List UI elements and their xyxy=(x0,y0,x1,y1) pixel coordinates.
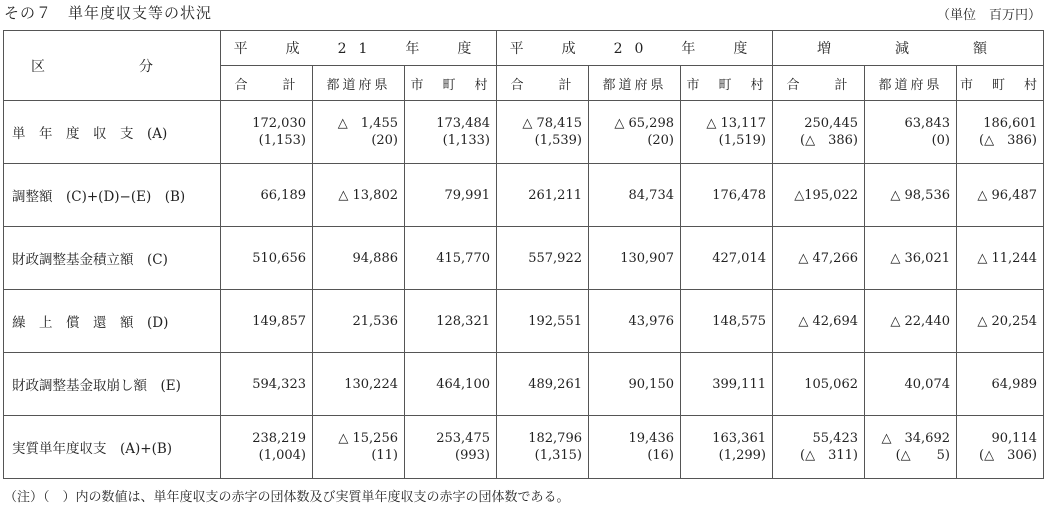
cell-value: 63,843 xyxy=(904,116,950,131)
table-row xyxy=(4,353,1044,416)
value-cell xyxy=(773,290,865,353)
cell-value: 79,991 xyxy=(444,187,490,203)
value-cell xyxy=(313,353,405,416)
sub-prefecture-header: 都道府県 xyxy=(865,66,957,101)
cell-value: 173,484 xyxy=(436,116,490,131)
cell-deficit-count: (993) xyxy=(455,448,490,463)
value-cell xyxy=(681,164,773,227)
cell-value: △ 1,455 xyxy=(337,116,398,131)
cell-deficit-count: (1,133) xyxy=(442,133,490,148)
cell-value: △ 42,694 xyxy=(798,313,858,329)
cell-value: △ 20,254 xyxy=(977,313,1037,329)
cell-deficit-count: (20) xyxy=(371,133,398,148)
cell-value: 90,114 xyxy=(991,431,1037,446)
value-cell xyxy=(221,101,313,164)
value-cell xyxy=(221,164,313,227)
fiscal-balance-table xyxy=(3,30,1044,479)
row-label: 財政調整基金積立額 (C) xyxy=(4,227,221,290)
cell-value: 149,857 xyxy=(252,313,306,329)
value-cell xyxy=(957,164,1044,227)
cell-value: 238,219 xyxy=(252,431,306,446)
cell-value: 172,030 xyxy=(252,116,306,131)
cell-value: 464,100 xyxy=(436,376,490,392)
value-cell xyxy=(497,290,589,353)
value-cell xyxy=(405,227,497,290)
cell-value: 261,211 xyxy=(528,187,582,203)
cell-value: 130,907 xyxy=(620,250,674,266)
value-cell xyxy=(497,227,589,290)
value-cell xyxy=(405,101,497,164)
value-cell xyxy=(681,227,773,290)
sub-total-header: 合 計 xyxy=(773,66,865,101)
value-cell xyxy=(681,290,773,353)
cell-value: 250,445 xyxy=(804,116,858,131)
cell-value: △ 47,266 xyxy=(798,250,858,266)
sub-municipal-header: 市 町 村 xyxy=(681,66,773,101)
cell-deficit-count: (16) xyxy=(647,448,674,463)
value-cell xyxy=(497,164,589,227)
kubun-header: 区 分 xyxy=(4,31,221,101)
cell-value: △ 15,256 xyxy=(338,431,398,446)
cell-value: 21,536 xyxy=(352,313,398,329)
cell-deficit-count: (1,299) xyxy=(718,448,766,463)
value-cell xyxy=(589,164,681,227)
value-cell xyxy=(313,101,405,164)
cell-value: △ 98,536 xyxy=(890,187,950,203)
cell-value: △ 13,802 xyxy=(338,187,398,203)
group-h21-header: 平 成 21 年 度 xyxy=(221,31,497,66)
row-label: 単 年 度 収 支 (A) xyxy=(4,101,221,164)
cell-value: 594,323 xyxy=(252,376,306,392)
cell-value: △ 96,487 xyxy=(977,187,1037,203)
cell-value: 90,150 xyxy=(628,376,674,392)
unit-label: （単位 百万円） xyxy=(936,8,1041,23)
cell-deficit-count: (△ 306) xyxy=(979,448,1037,463)
cell-value: △ 22,440 xyxy=(890,313,950,329)
cell-value: △195,022 xyxy=(794,187,858,203)
sub-total-header: 合 計 xyxy=(221,66,313,101)
sub-municipal-header: 市 町 村 xyxy=(405,66,497,101)
cell-value: 182,796 xyxy=(528,431,582,446)
value-cell xyxy=(681,353,773,416)
cell-value: 510,656 xyxy=(252,250,306,266)
cell-deficit-count: (11) xyxy=(371,448,398,463)
cell-deficit-count: (1,153) xyxy=(258,133,306,148)
cell-value: 186,601 xyxy=(983,116,1037,131)
value-cell xyxy=(865,164,957,227)
value-cell xyxy=(865,416,957,479)
row-label: 調整額 (C)+(D)−(E) (B) xyxy=(4,164,221,227)
cell-value: △ 36,021 xyxy=(890,250,950,266)
value-cell xyxy=(497,416,589,479)
value-cell xyxy=(773,353,865,416)
cell-deficit-count: (0) xyxy=(931,133,950,148)
value-cell xyxy=(497,353,589,416)
cell-value: 105,062 xyxy=(804,376,858,392)
value-cell xyxy=(313,164,405,227)
cell-value: 489,261 xyxy=(528,376,582,392)
value-cell xyxy=(773,164,865,227)
value-cell xyxy=(589,227,681,290)
cell-value: 43,976 xyxy=(628,313,674,329)
value-cell xyxy=(589,290,681,353)
value-cell xyxy=(589,416,681,479)
cell-value: 94,886 xyxy=(352,250,398,266)
value-cell xyxy=(865,353,957,416)
cell-value: 19,436 xyxy=(628,431,674,446)
cell-value: 130,224 xyxy=(344,376,398,392)
cell-value: 163,361 xyxy=(712,431,766,446)
value-cell xyxy=(313,416,405,479)
value-cell xyxy=(681,416,773,479)
cell-value: 148,575 xyxy=(712,313,766,329)
row-label: 財政調整基金取崩し額 (E) xyxy=(4,353,221,416)
cell-value: 66,189 xyxy=(260,187,306,203)
value-cell xyxy=(773,416,865,479)
table-row xyxy=(4,164,1044,227)
cell-value: 176,478 xyxy=(712,187,766,203)
cell-value: △ 78,415 xyxy=(522,116,582,131)
value-cell xyxy=(681,101,773,164)
value-cell xyxy=(313,290,405,353)
cell-value: 415,770 xyxy=(436,250,490,266)
value-cell xyxy=(221,353,313,416)
cell-value: 192,551 xyxy=(528,313,582,329)
value-cell xyxy=(865,227,957,290)
value-cell xyxy=(957,290,1044,353)
cell-value: 253,475 xyxy=(436,431,490,446)
value-cell xyxy=(957,353,1044,416)
cell-value: △ 11,244 xyxy=(977,250,1037,266)
cell-value: 84,734 xyxy=(628,187,674,203)
footnote: （注）（ ）内の数値は、単年度収支の赤字の団体数及び実質単年度収支の赤字の団体数である。 xyxy=(4,490,570,505)
cell-value: 399,111 xyxy=(712,376,766,392)
table-header xyxy=(4,31,1044,101)
table-row xyxy=(4,101,1044,164)
value-cell xyxy=(589,353,681,416)
group-h20-header: 平 成 20 年 度 xyxy=(497,31,773,66)
value-cell xyxy=(221,416,313,479)
value-cell xyxy=(405,290,497,353)
cell-value: 427,014 xyxy=(712,250,766,266)
cell-deficit-count: (△ 386) xyxy=(800,133,858,148)
table-row xyxy=(4,227,1044,290)
page-title: その７ 単年度収支等の状況 xyxy=(4,4,213,22)
value-cell xyxy=(773,227,865,290)
cell-value: 557,922 xyxy=(528,250,582,266)
value-cell xyxy=(405,164,497,227)
sub-prefecture-header: 都道府県 xyxy=(589,66,681,101)
cell-value: △ 13,117 xyxy=(706,116,766,131)
group-change-header: 増 減 額 xyxy=(773,31,1044,66)
sub-prefecture-header: 都道府県 xyxy=(313,66,405,101)
sub-municipal-header: 市 町 村 xyxy=(957,66,1044,101)
cell-deficit-count: (20) xyxy=(647,133,674,148)
value-cell xyxy=(405,353,497,416)
value-cell xyxy=(957,416,1044,479)
cell-deficit-count: (△ 5) xyxy=(895,448,950,463)
value-cell xyxy=(497,101,589,164)
row-label: 実質単年度収支 (A)+(B) xyxy=(4,416,221,479)
cell-value: 55,423 xyxy=(812,431,858,446)
value-cell xyxy=(313,227,405,290)
value-cell xyxy=(865,290,957,353)
cell-value: △ 65,298 xyxy=(614,116,674,131)
cell-value: 128,321 xyxy=(436,313,490,329)
value-cell xyxy=(957,227,1044,290)
value-cell xyxy=(221,290,313,353)
table-row xyxy=(4,290,1044,353)
cell-deficit-count: (1,539) xyxy=(534,133,582,148)
cell-value: 40,074 xyxy=(904,376,950,392)
cell-deficit-count: (1,315) xyxy=(534,448,582,463)
value-cell xyxy=(405,416,497,479)
table-body xyxy=(4,101,1044,479)
cell-deficit-count: (△ 386) xyxy=(979,133,1037,148)
value-cell xyxy=(589,101,681,164)
sub-total-header: 合 計 xyxy=(497,66,589,101)
cell-deficit-count: (△ 311) xyxy=(800,448,858,463)
value-cell xyxy=(773,101,865,164)
row-label: 繰 上 償 還 額 (D) xyxy=(4,290,221,353)
table-row xyxy=(4,416,1044,479)
cell-deficit-count: (1,519) xyxy=(718,133,766,148)
cell-value: 64,989 xyxy=(991,376,1037,392)
value-cell xyxy=(957,101,1044,164)
cell-value: △ 34,692 xyxy=(881,431,950,446)
value-cell xyxy=(221,227,313,290)
cell-deficit-count: (1,004) xyxy=(258,448,306,463)
value-cell xyxy=(865,101,957,164)
